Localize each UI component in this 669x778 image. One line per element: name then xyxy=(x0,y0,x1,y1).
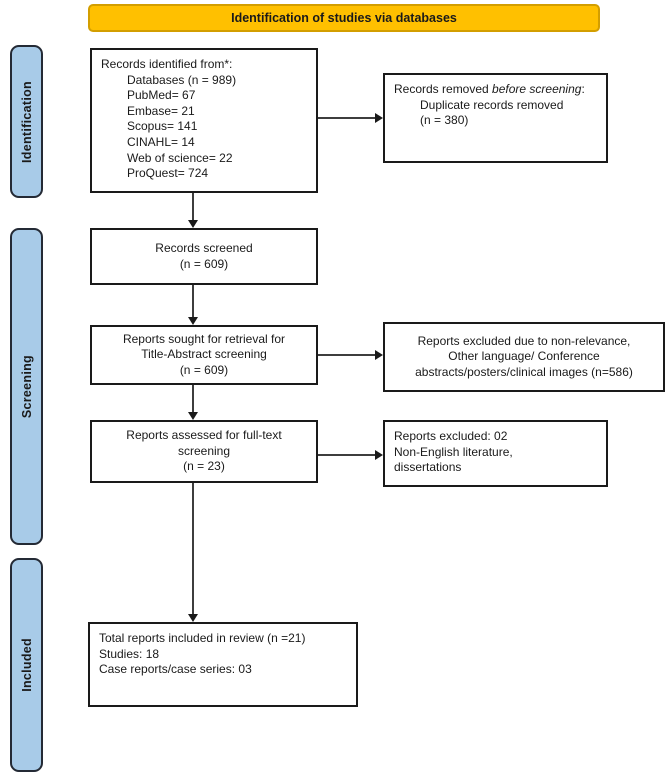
arrowhead-down-icon xyxy=(188,614,198,622)
stage-label-included xyxy=(10,558,43,772)
arrow-line xyxy=(192,193,194,220)
arrow-identified-to-screened xyxy=(187,193,199,228)
reports-sought-box xyxy=(90,325,318,385)
banner-identification-of-studies xyxy=(88,4,600,32)
text-line: Reports sought for retrieval for xyxy=(122,331,286,346)
records-identified-box xyxy=(90,48,318,193)
text-line: Scopus= 141 xyxy=(127,119,198,134)
stage-included-text: Included xyxy=(19,638,34,692)
text-line: Embase= 21 xyxy=(127,103,195,118)
arrowhead-down-icon xyxy=(188,317,198,325)
text-line: Case reports/case series: 03 xyxy=(99,662,252,677)
arrow-line xyxy=(192,385,194,412)
arrow-line xyxy=(318,354,375,356)
arrowhead-right-icon xyxy=(375,450,383,460)
text-line: Databases (n = 989) xyxy=(127,72,237,87)
text-line: Total reports included in review (n =21) xyxy=(99,631,306,645)
text-line: ProQuest= 724 xyxy=(127,166,209,181)
records-screened-box xyxy=(90,228,318,285)
arrow-line xyxy=(192,285,194,317)
stage-label-screening xyxy=(10,228,43,545)
text-line: (n = 609) xyxy=(179,362,229,377)
records-removed-title-prefix: Records removed xyxy=(394,82,493,96)
text-line: Other language/ Conference xyxy=(448,349,600,364)
arrowhead-down-icon xyxy=(188,220,198,228)
stage-label-identification xyxy=(10,45,43,198)
arrow-sought-to-excluded-nonrelevance xyxy=(318,349,383,361)
total-included-box xyxy=(88,622,358,707)
arrowhead-right-icon xyxy=(375,350,383,360)
text-line: abstracts/posters/clinical images (n=586) xyxy=(415,364,633,379)
text-line: dissertations xyxy=(394,460,462,475)
arrow-sought-to-assessed xyxy=(187,385,199,420)
records-identified-lines xyxy=(101,73,307,182)
arrow-assessed-to-excluded-fulltext xyxy=(318,449,383,461)
text-line: Duplicate records removed xyxy=(420,97,564,112)
text-line: screening xyxy=(177,443,231,458)
reports-excluded-nonrelevance-box xyxy=(383,322,665,392)
arrow-assessed-to-included xyxy=(187,483,199,622)
text-line: Non-English literature, xyxy=(394,444,513,459)
records-removed-title-suffix: : xyxy=(581,82,585,96)
records-removed-box xyxy=(383,73,608,163)
text-line: PubMed= 67 xyxy=(127,88,196,103)
records-removed-title xyxy=(394,82,597,98)
text-line: (n = 380) xyxy=(420,113,469,128)
text-line: Reports assessed for full-text xyxy=(126,428,282,443)
stage-identification-text: Identification xyxy=(19,80,34,163)
records-removed-lines xyxy=(394,98,597,129)
text-line: CINAHL= 14 xyxy=(127,134,195,149)
text-line: Records screened xyxy=(155,240,253,255)
reports-excluded-fulltext-box xyxy=(383,420,608,487)
text-line: Reports excluded due to non-relevance, xyxy=(417,333,631,348)
text-line: (n = 23) xyxy=(183,459,225,474)
arrowhead-down-icon xyxy=(188,412,198,420)
text-line: Web of science= 22 xyxy=(127,150,233,165)
text-line: Studies: 18 xyxy=(99,646,160,661)
arrow-line xyxy=(318,454,375,456)
arrow-line xyxy=(318,117,375,119)
reports-assessed-box xyxy=(90,420,318,483)
banner-label: Identification of studies via databases xyxy=(231,11,457,25)
text-line: (n = 609) xyxy=(179,256,229,271)
arrowhead-right-icon xyxy=(375,113,383,123)
stage-screening-text: Screening xyxy=(19,354,34,419)
records-removed-title-italic: before screening xyxy=(492,82,582,96)
text-line: Reports excluded: 02 xyxy=(394,429,508,443)
arrow-line xyxy=(192,483,194,614)
arrow-identified-to-removed xyxy=(318,112,383,124)
arrow-screened-to-sought xyxy=(187,285,199,325)
records-identified-title: Records identified from*: xyxy=(101,57,233,71)
text-line: Title-Abstract screening xyxy=(141,347,267,362)
